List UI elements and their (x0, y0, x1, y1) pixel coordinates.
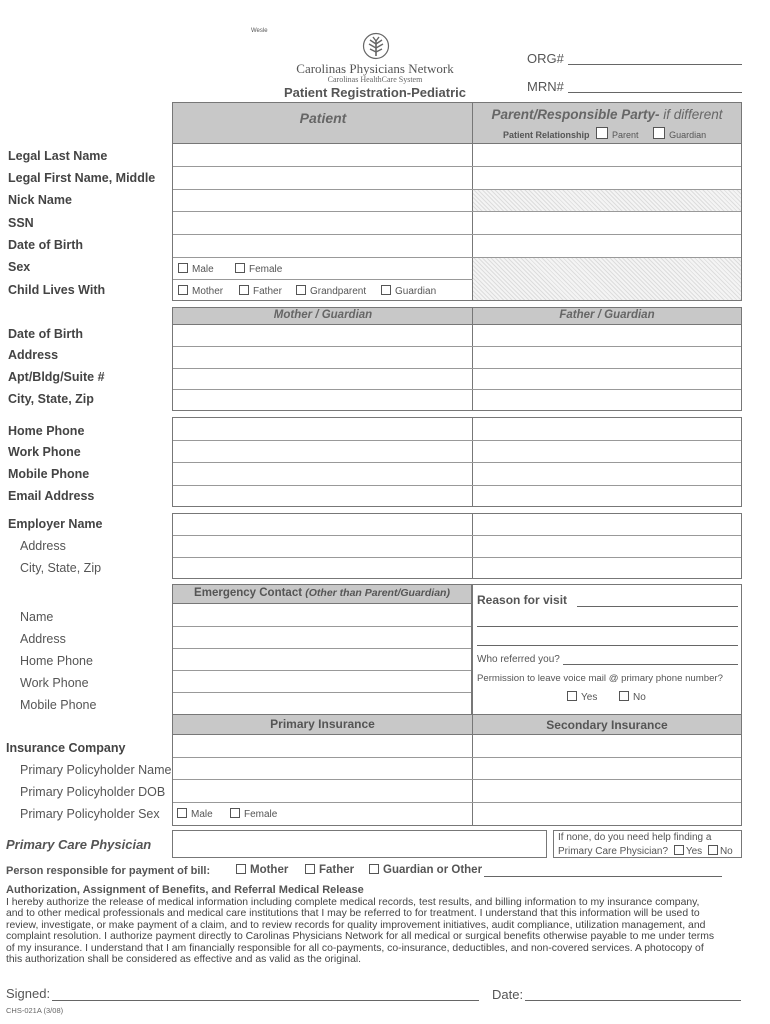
row-rule (173, 692, 471, 693)
row-rule (173, 211, 741, 212)
employer-table (172, 513, 742, 579)
label-work-phone: Work Phone (8, 445, 81, 459)
label-date-of-birth: Date of Birth (8, 238, 83, 252)
employer-divider (472, 513, 473, 579)
label-employer-address: Address (20, 539, 66, 553)
label-sex: Sex (8, 260, 31, 274)
row-rule (173, 557, 741, 558)
label-employer-name: Employer Name (8, 517, 103, 531)
label-child-lives-with: Child Lives With (8, 283, 106, 297)
guardian-divider (472, 307, 473, 411)
org-subtitle: Carolinas HealthCare System (327, 75, 423, 84)
tree-logo-icon (362, 32, 390, 60)
lives-father-label: Father (253, 286, 282, 297)
label-policyholder-name: Primary Policyholder Name (20, 763, 172, 777)
form-code: CHS-021A (3/08) (6, 1006, 64, 1015)
emergency-title: Emergency Contact (194, 587, 303, 599)
label-guardian-city: City, State, Zip (8, 392, 94, 406)
parent-column-header (473, 103, 741, 143)
label-emergency-work-phone: Work Phone (20, 676, 89, 690)
mrn-field[interactable] (568, 92, 742, 93)
row-rule (173, 440, 741, 441)
secondary-insurance-header: Secondary Insurance (473, 715, 741, 734)
label-ssn: SSN (8, 216, 34, 230)
label-guardian-dob: Date of Birth (8, 327, 83, 341)
lives-father-checkbox[interactable] (239, 285, 249, 295)
row-rule (173, 670, 471, 671)
label-guardian-address: Address (8, 348, 59, 362)
insurance-divider (472, 714, 473, 826)
authorization-line: this authorization shall be considered as effective and as valid as the original. (6, 954, 362, 966)
lives-grandparent-checkbox[interactable] (296, 285, 306, 295)
row-rule (173, 535, 741, 536)
authorization-text (6, 897, 746, 965)
label-employer-city: City, State, Zip (20, 561, 102, 575)
label-legal-first-name: Legal First Name, Middle (8, 171, 156, 185)
voicemail-yes-checkbox[interactable] (567, 691, 577, 701)
relationship-guardian-label: Guardian (669, 130, 707, 140)
sex-female-checkbox[interactable] (235, 263, 245, 273)
form-title: Patient Registration-Pediatric (283, 85, 467, 100)
policyholder-male-label: Male (191, 809, 213, 820)
org-label: ORG# (527, 51, 564, 66)
row-rule (173, 346, 741, 347)
policyholder-female-checkbox[interactable] (230, 808, 240, 818)
lives-mother-label: Mother (192, 286, 224, 297)
reason-field[interactable] (577, 606, 738, 607)
row-rule (173, 389, 741, 390)
lives-mother-checkbox[interactable] (178, 285, 188, 295)
parent-column-suffix: if different (659, 107, 723, 122)
hatched-cell-sex (473, 258, 741, 300)
row-rule (173, 802, 741, 803)
row-rule (173, 779, 741, 780)
label-email-address: Email Address (8, 489, 95, 503)
lives-grandparent-label: Grandparent (310, 286, 367, 297)
mrn-label: MRN# (527, 79, 564, 94)
referred-label: Who referred you? (477, 654, 560, 665)
authorization-line: complaint resolution. I authorize payment directly to Carolinas Physicians Network for all medical or surgical benefits otherwise payable to me under terms (6, 931, 715, 943)
emergency-title-suffix: (Other than Parent/Guardian) (305, 587, 450, 599)
row-rule (173, 734, 741, 735)
label-guardian-apt: Apt/Bldg/Suite # (8, 370, 105, 384)
authorization-line: of my insurance. I understand that I am financially responsible for all co-payments, co-insurance, deductibles, and non-covered services. A photocopy of (6, 942, 704, 954)
label-emergency-name: Name (20, 610, 54, 624)
primary-insurance-header: Primary Insurance (173, 715, 472, 734)
lives-guardian-label: Guardian (395, 286, 437, 297)
reason-label: Reason for visit (477, 593, 568, 607)
sex-male-label: Male (192, 264, 214, 275)
row-rule (173, 324, 741, 325)
label-home-phone: Home Phone (8, 424, 85, 438)
lives-guardian-checkbox[interactable] (381, 285, 391, 295)
label-nick-name: Nick Name (8, 193, 72, 207)
row-rule (173, 234, 741, 235)
payment-mother-label: Mother (250, 864, 289, 876)
payment-guardian-label: Guardian or Other (383, 864, 483, 876)
signature-field[interactable] (52, 1000, 479, 1001)
pcp-field[interactable] (172, 830, 547, 858)
row-rule (173, 166, 741, 167)
label-emergency-home-phone: Home Phone (20, 654, 93, 668)
reason-field-line2[interactable] (477, 626, 738, 627)
reason-field-line3[interactable] (477, 645, 738, 646)
relationship-parent-label: Parent (612, 130, 639, 140)
relationship-parent-checkbox[interactable] (596, 127, 608, 139)
voicemail-yes-label: Yes (581, 692, 598, 703)
pcp-help-yes-label: Yes (685, 846, 703, 857)
row-rule (173, 368, 741, 369)
voicemail-no-checkbox[interactable] (619, 691, 629, 701)
label-emergency-mobile-phone: Mobile Phone (20, 698, 97, 712)
row-rule (173, 648, 471, 649)
pcp-help-line1: If none, do you need help finding a (558, 832, 712, 843)
sex-female-label: Female (249, 264, 283, 275)
row-rule (173, 462, 741, 463)
tiny-mark: Wesle (251, 28, 268, 34)
date-label: Date: (492, 987, 524, 1002)
pcp-help-yes-checkbox[interactable] (674, 845, 684, 855)
date-field[interactable] (525, 1000, 741, 1001)
authorization-line: review, investigate, or make payment of a claim, and to review records for quality improvement initiatives, audit compliance, utilization management, and (6, 919, 706, 931)
authorization-line: and to other medical professionals and medical care institutions that I may be referred to for treatment. I understand that this information will be used to (6, 908, 700, 920)
row-rule (173, 485, 741, 486)
parent-column-title: Parent/Responsible Party- (491, 107, 660, 122)
pcp-label: Primary Care Physician (6, 837, 152, 852)
signed-label: Signed: (6, 986, 51, 1001)
label-emergency-address: Address (20, 632, 66, 646)
payment-mother-checkbox[interactable] (236, 864, 246, 874)
row-rule (173, 603, 471, 604)
label-policyholder-dob: Primary Policyholder DOB (20, 785, 166, 799)
pcp-help-question: Primary Care Physician? (558, 846, 669, 857)
referred-field[interactable] (563, 664, 738, 665)
label-mobile-phone: Mobile Phone (8, 467, 90, 481)
emergency-header (173, 585, 471, 603)
org-name: Carolinas Physicians Network (296, 61, 454, 76)
policyholder-female-label: Female (244, 809, 278, 820)
authorization-title: Authorization, Assignment of Benefits, and Referral Medical Release (6, 884, 364, 896)
relationship-label: Patient Relationship (503, 130, 590, 140)
row-rule (173, 279, 473, 280)
pcp-help-no-checkbox[interactable] (708, 845, 718, 855)
payment-father-label: Father (319, 864, 355, 876)
payment-label: Person responsible for payment of bill: (6, 865, 211, 877)
policyholder-male-checkbox[interactable] (177, 808, 187, 818)
patient-header-rule (173, 143, 741, 144)
row-rule (173, 626, 471, 627)
label-legal-last-name: Legal Last Name (8, 149, 108, 163)
pcp-help-line2 (558, 845, 733, 857)
patient-column-header: Patient (173, 103, 473, 143)
hatched-cell-nickname (473, 190, 741, 211)
org-field[interactable] (568, 64, 742, 65)
label-policyholder-sex: Primary Policyholder Sex (20, 807, 160, 821)
voicemail-no-label: No (633, 692, 646, 703)
relationship-guardian-checkbox[interactable] (653, 127, 665, 139)
voicemail-label: Permission to leave voice mail @ primary phone number? (477, 673, 723, 684)
payment-father-checkbox[interactable] (305, 864, 315, 874)
label-insurance-company: Insurance Company (6, 741, 126, 755)
father-guardian-header: Father / Guardian (473, 308, 741, 324)
pcp-help-no-label: No (719, 846, 733, 857)
payment-guardian-checkbox[interactable] (369, 864, 379, 874)
row-rule (173, 757, 741, 758)
sex-male-checkbox[interactable] (178, 263, 188, 273)
authorization-line: I hereby authorize the release of medical information including complete medical records, test results, and billing information to my insurance company, (6, 897, 700, 908)
payment-other-field[interactable] (484, 876, 722, 877)
mother-guardian-header: Mother / Guardian (173, 308, 473, 324)
